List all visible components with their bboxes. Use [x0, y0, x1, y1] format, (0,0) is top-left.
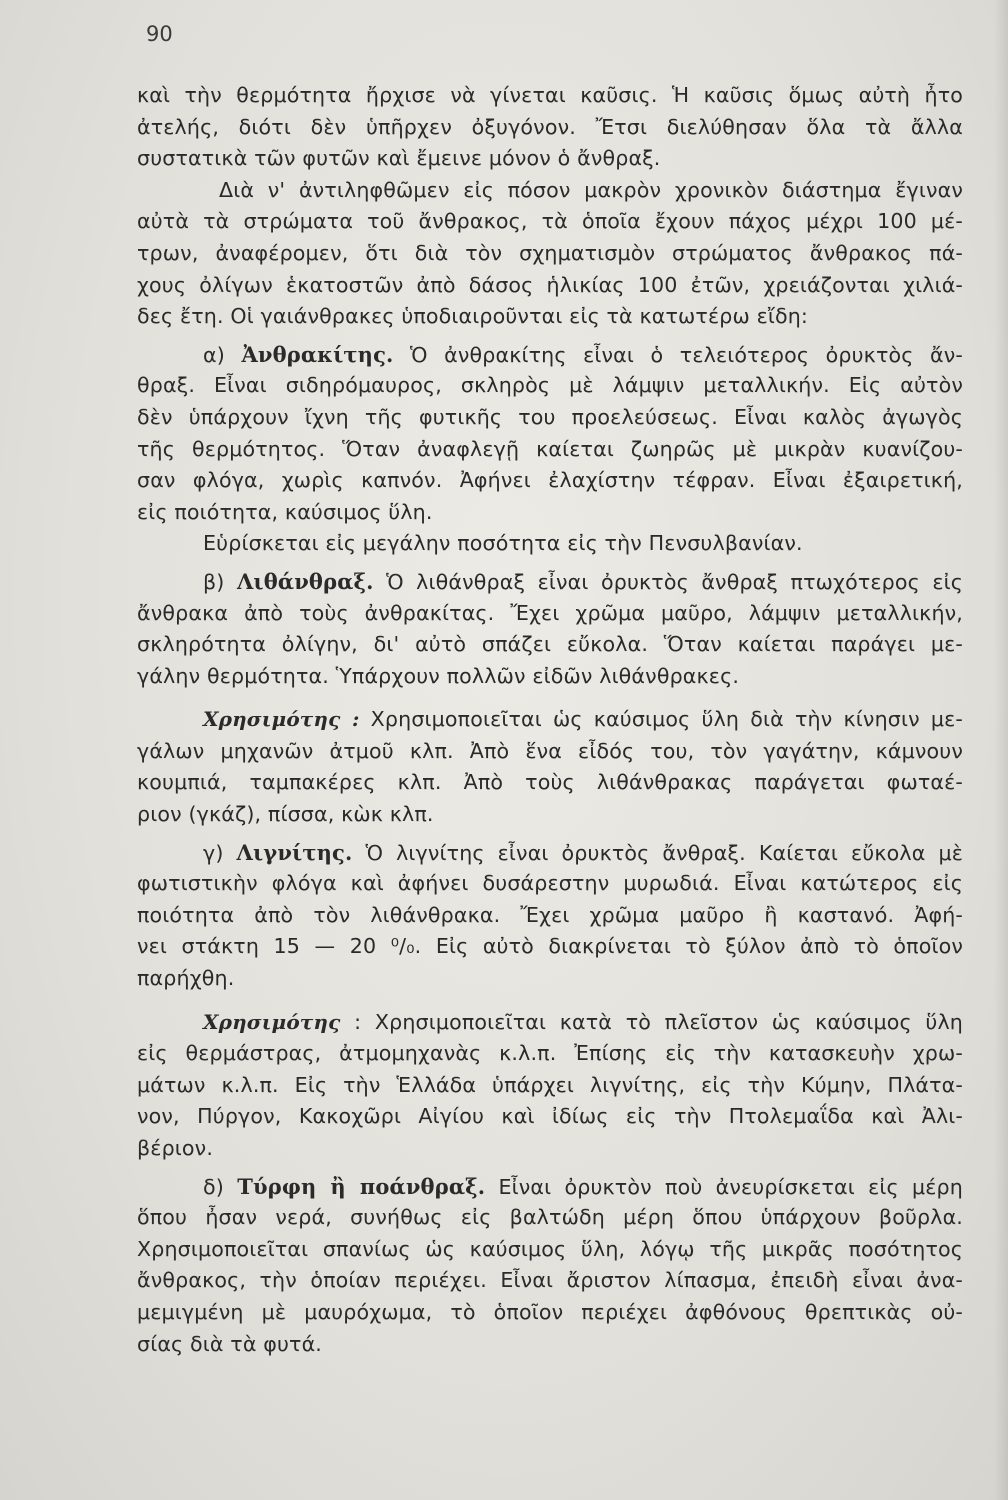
section-coal — [137, 566, 963, 831]
section-peat — [137, 1171, 963, 1361]
text-line: βέριον. — [137, 1136, 214, 1160]
text-line-location: Εὑρίσκεται εἰς μεγάλην ποσότητα εἰς τὴν Πενσυλβανίαν. — [203, 531, 803, 556]
section-heading-line — [137, 1171, 963, 1203]
text-span: Ὁ λιθάνθραξ εἶναι ὀρυκτὸς ἄνθραξ πτωχότερος εἰς — [386, 569, 963, 594]
section-heading-line — [137, 566, 963, 598]
section-heading-line — [137, 837, 963, 869]
page-number: 90 — [146, 22, 173, 46]
text-line: Διὰ ν' ἀντιληφθῶμεν εἰς πόσον μακρὸν χρονικὸν διάστημα ἔγιναν — [219, 177, 963, 202]
text-line: γάλην θερμότητα. Ὑπάρχουν πολλῶν εἰδῶν λιθάνθρακες. — [137, 663, 740, 688]
text-line: ποιότητα ἀπὸ τὸν λιθάνθρακα. Ἔχει χρῶμα μαῦρο ἢ καστανό. Ἀφή- — [137, 902, 963, 927]
paragraph-intro — [137, 80, 963, 175]
term-peat: Τύρφη ἢ ποάνθραξ. — [237, 1173, 486, 1199]
text-line: συστατικὰ τῶν φυτῶν καὶ ἔμεινε μόνον ὁ ἄνθραξ. — [137, 146, 661, 171]
text-line: δὲν ὑπάρχουν ἴχνη τῆς φυτικῆς του προελεύσεως. Εἶναι καλὸς ἀγωγὸς — [137, 404, 963, 429]
text-line: Χρησιμοποιεῖται σπανίως ὡς καύσιμος ὕλη, λόγῳ τῆς μικρᾶς ποσότητος — [137, 1236, 963, 1261]
text-line: χους ὀλίγων ἑκατοστῶν ἀπὸ δάσος ἡλικίας 100 ἐτῶν, χρειάζονται χιλιά- — [137, 272, 963, 297]
text-line: σίας διὰ τὰ φυτά. — [137, 1331, 323, 1356]
text-line: τῆς θερμότητος. Ὅταν ἀναφλεγῇ καίεται ζωηρῶς μὲ μικρὰν κυανίζου- — [137, 436, 963, 461]
text-line: νει στάκτη 15 — 20 ⁰/₀. Εἰς αὐτὸ διακρίνεται τὸ ξύλον ἀπὸ τὸ ὁποῖον — [137, 934, 963, 959]
usage-heading-line — [137, 1007, 963, 1039]
term-lignite: Λιγνίτης. — [236, 839, 353, 865]
paragraph-duration — [137, 175, 963, 333]
section-lignite — [137, 837, 963, 1165]
text-line: φωτιστικὴν φλόγα καὶ ἀφήνει δυσάρεστην μυρωδιά. Εἶναι κατώτερος εἰς — [137, 871, 963, 896]
term-coal: Λιθάνθραξ. — [236, 568, 374, 594]
body-text — [137, 80, 963, 1360]
text-line: μάτων κ.λ.π. Εἰς τὴν Ἑλλάδα ὑπάρχει λιγνίτης, εἰς τὴν Κύμην, Πλάτα- — [137, 1072, 963, 1097]
text-span: Ὁ ἀνθρακίτης εἶναι ὁ τελειότερος ὀρυκτὸς ἄν- — [410, 342, 963, 367]
text-line: εἰς θερμάστρας, ἀτμομηχανὰς κ.λ.π. Ἐπίσης εἰς τὴν κατασκευὴν χρω- — [137, 1041, 963, 1066]
text-line: ἄνθρακος, τὴν ὁποίαν περιέχει. Εἶναι ἄριστον λίπασμα, ἐπειδὴ εἶναι ἀνα- — [137, 1268, 963, 1293]
text-line: ἄνθρακα ἀπὸ τοὺς ἀνθρακίτας. Ἔχει χρῶμα μαῦρο, λάμψιν μεταλλικήν, — [137, 600, 963, 625]
text-line: σαν φλόγα, χωρὶς καπνόν. Ἀφήνει ἐλαχίστην τέφραν. Εἶναι ἐξαιρετική, — [137, 468, 963, 493]
list-marker: β) — [203, 569, 225, 594]
text-line: ὅπου ἦσαν νερά, συνήθως εἰς βαλτώδη μέρη ὅπου ὑπάρχουν βοῦρλα. — [137, 1205, 963, 1230]
text-line: τρων, ἀναφέρομεν, ὅτι διὰ τὸν σχηματισμὸν στρώματος ἄνθρακος πά- — [137, 240, 963, 265]
text-span: Χρησιμοποιεῖται ὡς καύσιμος ὕλη διὰ τὴν κίνησιν με- — [370, 707, 963, 732]
list-marker: δ) — [203, 1174, 224, 1199]
list-marker: α) — [203, 342, 225, 367]
text-line: αὐτὰ τὰ στρώματα τοῦ ἄνθρακος, τὰ ὁποῖα ἔχουν πάχος μέχρι 100 μέ- — [137, 209, 963, 234]
section-heading-line — [137, 339, 963, 371]
text-line: γάλων μηχανῶν ἀτμοῦ κλπ. Ἀπὸ ἕνα εἶδός του, τὸν γαγάτην, κάμνουν — [137, 738, 963, 763]
text-line: καὶ τὴν θερμότητα ἤρχισε νὰ γίνεται καῦσις. Ἡ καῦσις ὅμως αὐτὴ ἦτο — [137, 83, 963, 107]
text-line: ριον (γκάζ), πίσσα, κὼκ κλπ. — [137, 802, 434, 827]
text-line: νον, Πύργον, Κακοχῶρι Αἰγίου καὶ ἰδίως εἰς τὴν Πτολεμαΐδα καὶ Ἀλι- — [137, 1104, 963, 1129]
usage-label: Χρησιμότης — [203, 1009, 341, 1034]
text-line: θραξ. Εἶναι σιδηρόμαυρος, σκληρὸς μὲ λάμψιν μεταλλικήν. Εἰς αὐτὸν — [137, 373, 963, 398]
usage-heading-line — [137, 704, 963, 736]
text-span: Εἶναι ὀρυκτὸν ποὺ ἀνευρίσκεται εἰς μέρη — [498, 1174, 963, 1199]
text-line: εἰς ποιότητα, καύσιμος ὕλη. — [137, 499, 433, 524]
list-marker: γ) — [203, 840, 224, 865]
text-line: δες ἔτη. Οἱ γαιάνθρακες ὑποδιαιροῦνται εἰς τὰ κατωτέρω εἴδη: — [137, 304, 809, 329]
text-line: μεμιγμένη μὲ μαυρόχωμα, τὸ ὁποῖον περιέχει ἀφθόνους θρεπτικὰς οὐ- — [137, 1299, 963, 1324]
text-line: παρήχθη. — [137, 966, 235, 991]
usage-label: Χρησιμότης : — [203, 707, 360, 732]
text-span: Ὁ λιγνίτης εἶναι ὀρυκτὸς ἄνθραξ. Καίεται εὔκολα μὲ — [365, 840, 963, 865]
text-span: : Χρησιμοποιεῖται κατὰ τὸ πλεῖστον ὡς καύσιμος ὕλη — [354, 1009, 963, 1034]
term-anthracite: Ἀνθρακίτης. — [241, 341, 394, 367]
text-line: κουμπιά, ταμπακέρες κλπ. Ἀπὸ τοὺς λιθάνθρακας παράγεται φωταέ- — [137, 770, 963, 795]
text-line: σκληρότητα ὀλίγην, δι' αὐτὸ σπάζει εὔκολα. Ὅταν καίεται παράγει με- — [137, 632, 963, 657]
section-anthracite — [137, 339, 963, 560]
text-line: ἀτελής, διότι δὲν ὑπῆρχεν ὀξυγόνον. Ἔτσι διελύθησαν ὅλα τὰ ἄλλα — [137, 114, 963, 139]
page-edge-shadow — [994, 0, 1008, 1500]
